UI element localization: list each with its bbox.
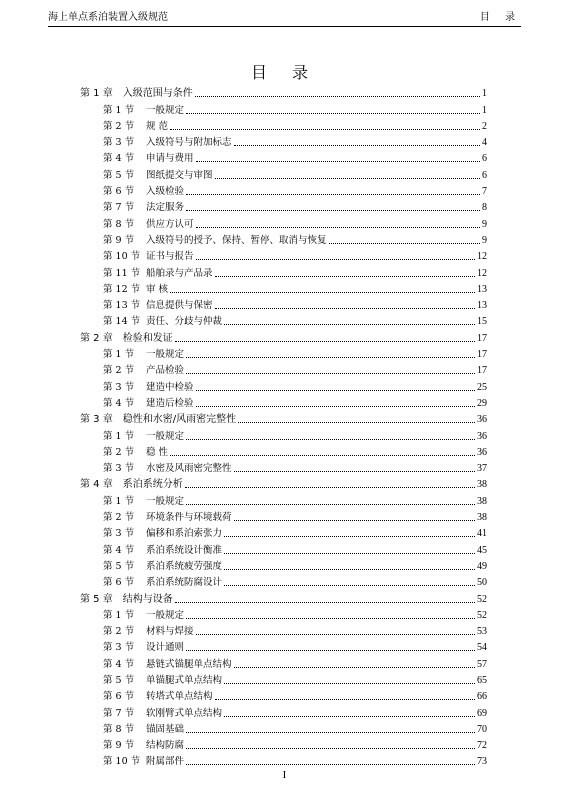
- toc-leader-dots: [224, 716, 475, 717]
- toc-entry-number: 第 4 章: [80, 479, 113, 491]
- toc-entry-title: 环境条件与环境载荷: [146, 512, 232, 524]
- toc-entry-title: 系泊系统疲劳强度: [146, 560, 223, 572]
- toc-entry-page: 38: [477, 495, 487, 507]
- toc-section-entry[interactable]: [80, 752, 487, 768]
- toc-leader-dots: [175, 602, 475, 603]
- toc-section-entry[interactable]: [80, 100, 487, 116]
- toc-entry-title: 检验和发证: [122, 332, 173, 344]
- toc-entry-number: 第 2 节: [103, 446, 135, 458]
- toc-section-entry[interactable]: [80, 459, 487, 475]
- toc-entry-page: 73: [477, 756, 487, 768]
- toc-leader-dots: [186, 194, 480, 195]
- toc-leader-dots: [224, 536, 475, 537]
- toc-entry-title: 信息提供与保密: [146, 300, 213, 312]
- toc-entry-number: 第 11 节: [103, 267, 141, 279]
- toc-entry-page: 49: [477, 560, 487, 572]
- toc-entry-title: 锚固基础: [146, 723, 185, 735]
- toc-entry-title: 建造中检验: [146, 381, 194, 393]
- toc-section-entry[interactable]: [80, 394, 487, 410]
- table-of-contents: [80, 84, 487, 768]
- toc-leader-dots: [186, 618, 475, 619]
- toc-section-entry[interactable]: [80, 214, 487, 230]
- header-document-title: 海上单点系泊装置入级规范: [48, 12, 168, 23]
- toc-leader-dots: [195, 96, 480, 97]
- toc-entry-number: 第 6 节: [103, 691, 135, 703]
- toc-leader-dots: [224, 585, 475, 586]
- toc-entry-page: 36: [477, 446, 487, 458]
- toc-entry-page: 15: [477, 316, 487, 328]
- toc-section-entry[interactable]: [80, 149, 487, 165]
- toc-entry-page: 52: [477, 593, 487, 605]
- toc-entry-page: 13: [477, 300, 487, 312]
- toc-entry-page: 1: [482, 88, 487, 100]
- toc-entry-number: 第 4 节: [103, 658, 135, 670]
- toc-leader-dots: [186, 732, 475, 733]
- toc-entry-page: 69: [477, 707, 487, 719]
- toc-entry-page: 66: [477, 691, 487, 703]
- toc-entry-title: 偏移和系泊索张力: [146, 528, 223, 540]
- toc-entry-title: 软刚臂式单点结构: [146, 707, 223, 719]
- toc-chapter-entry[interactable]: [80, 328, 487, 344]
- toc-entry-number: 第 5 节: [103, 560, 135, 572]
- toc-entry-number: 第 3 节: [103, 381, 135, 393]
- toc-entry-page: 7: [482, 186, 487, 198]
- toc-entry-title: 一般规定: [146, 495, 185, 507]
- toc-entry-title: 入级符号与附加标志: [146, 137, 232, 149]
- toc-leader-dots: [196, 406, 475, 407]
- toc-entry-title: 责任、分歧与仲裁: [146, 316, 223, 328]
- toc-entry-title: 系泊系统设计衡准: [146, 544, 223, 556]
- toc-leader-dots: [170, 129, 480, 130]
- toc-leader-dots: [234, 145, 480, 146]
- toc-entry-title: 一般规定: [146, 349, 185, 361]
- toc-leader-dots: [215, 178, 480, 179]
- toc-leader-dots: [170, 292, 475, 293]
- toc-entry-page: 38: [477, 479, 487, 491]
- toc-section-entry[interactable]: [80, 540, 487, 556]
- toc-section-entry[interactable]: [80, 247, 487, 263]
- toc-section-entry[interactable]: [80, 557, 487, 573]
- toc-entry-number: 第 10 节: [103, 251, 141, 263]
- toc-entry-title: 供应方认可: [146, 218, 194, 230]
- toc-leader-dots: [196, 227, 480, 228]
- toc-entry-title: 产品检验: [146, 365, 185, 377]
- toc-entry-page: 38: [477, 512, 487, 524]
- page-title: 目 录: [250, 63, 319, 82]
- toc-leader-dots: [186, 764, 475, 765]
- toc-section-entry[interactable]: [80, 198, 487, 214]
- toc-section-entry[interactable]: [80, 671, 487, 687]
- toc-entry-title: 转塔式单点结构: [146, 691, 213, 703]
- toc-entry-title: 悬链式锚腿单点结构: [146, 658, 232, 670]
- toc-section-entry[interactable]: [80, 687, 487, 703]
- toc-entry-number: 第 1 节: [103, 430, 135, 442]
- toc-leader-dots: [186, 439, 475, 440]
- toc-entry-title: 设计通则: [146, 642, 185, 654]
- toc-entry-page: 52: [477, 609, 487, 621]
- toc-section-entry[interactable]: [80, 443, 487, 459]
- toc-entry-number: 第 3 节: [103, 642, 135, 654]
- toc-leader-dots: [186, 650, 475, 651]
- toc-entry-title: 入级符号的授予、保持、暂停、取消与恢复: [146, 234, 327, 246]
- toc-entry-number: 第 3 节: [103, 463, 135, 475]
- toc-section-entry[interactable]: [80, 361, 487, 377]
- toc-entry-number: 第 4 节: [103, 397, 135, 409]
- toc-entry-title: 入级范围与条件: [122, 88, 193, 100]
- running-header: [48, 10, 521, 27]
- toc-section-entry[interactable]: [80, 280, 487, 296]
- toc-leader-dots: [234, 667, 475, 668]
- toc-entry-number: 第 5 节: [103, 169, 135, 181]
- toc-leader-dots: [186, 504, 475, 505]
- toc-leader-dots: [234, 471, 475, 472]
- toc-entry-page: 29: [477, 397, 487, 409]
- toc-leader-dots: [224, 683, 475, 684]
- toc-entry-title: 法定服务: [146, 202, 185, 214]
- toc-leader-dots: [215, 276, 475, 277]
- toc-entry-title: 一般规定: [146, 104, 185, 116]
- toc-entry-page: 57: [477, 658, 487, 670]
- toc-section-entry[interactable]: [80, 165, 487, 181]
- toc-section-entry[interactable]: [80, 491, 487, 507]
- toc-section-entry[interactable]: [80, 606, 487, 622]
- toc-section-entry[interactable]: [80, 654, 487, 670]
- toc-entry-number: 第 4 节: [103, 544, 135, 556]
- toc-leader-dots: [196, 161, 480, 162]
- toc-leader-dots: [186, 113, 480, 114]
- toc-entry-number: 第 3 章: [80, 414, 113, 426]
- toc-leader-dots: [186, 210, 480, 211]
- toc-leader-dots: [185, 487, 475, 488]
- toc-entry-page: 70: [477, 723, 487, 735]
- toc-entry-page: 50: [477, 577, 487, 589]
- toc-entry-number: 第 2 节: [103, 626, 135, 638]
- toc-entry-page: 41: [477, 528, 487, 540]
- toc-leader-dots: [234, 520, 475, 521]
- toc-entry-page: 37: [477, 463, 487, 475]
- toc-entry-page: 6: [482, 153, 487, 165]
- toc-entry-number: 第 10 节: [103, 756, 141, 768]
- toc-entry-title: 材料与焊接: [146, 626, 194, 638]
- toc-entry-title: 一般规定: [146, 430, 185, 442]
- toc-entry-page: 12: [477, 251, 487, 263]
- toc-entry-number: 第 7 节: [103, 707, 135, 719]
- toc-entry-title: 稳 性: [146, 446, 169, 458]
- toc-entry-number: 第 2 节: [103, 120, 135, 132]
- toc-leader-dots: [186, 373, 475, 374]
- toc-entry-number: 第 2 章: [80, 332, 113, 344]
- toc-leader-dots: [224, 553, 475, 554]
- toc-entry-page: 36: [477, 430, 487, 442]
- toc-entry-number: 第 8 节: [103, 723, 135, 735]
- toc-leader-dots: [215, 699, 475, 700]
- toc-entry-page: 36: [477, 414, 487, 426]
- toc-entry-number: 第 7 节: [103, 202, 135, 214]
- toc-entry-title: 船舶录与产品录: [146, 267, 213, 279]
- toc-entry-page: 65: [477, 674, 487, 686]
- toc-entry-page: 53: [477, 626, 487, 638]
- toc-entry-page: 17: [477, 349, 487, 361]
- header-section-name: 目 录: [479, 12, 521, 23]
- toc-entry-title: 单锚腿式单点结构: [146, 674, 223, 686]
- toc-entry-number: 第 8 节: [103, 218, 135, 230]
- toc-entry-number: 第 6 节: [103, 577, 135, 589]
- toc-section-entry[interactable]: [80, 622, 487, 638]
- toc-entry-number: 第 1 节: [103, 349, 135, 361]
- toc-entry-page: 54: [477, 642, 487, 654]
- toc-section-entry[interactable]: [80, 345, 487, 361]
- toc-section-entry[interactable]: [80, 263, 487, 279]
- toc-entry-number: 第 9 节: [103, 234, 135, 246]
- toc-entry-page: 4: [482, 137, 487, 149]
- toc-leader-dots: [196, 259, 475, 260]
- toc-leader-dots: [224, 324, 475, 325]
- toc-entry-number: 第 2 节: [103, 512, 135, 524]
- toc-entry-page: 17: [477, 332, 487, 344]
- toc-leader-dots: [329, 243, 480, 244]
- toc-entry-page: 17: [477, 365, 487, 377]
- toc-leader-dots: [196, 634, 475, 635]
- toc-section-entry[interactable]: [80, 720, 487, 736]
- toc-section-entry[interactable]: [80, 508, 487, 524]
- toc-chapter-entry[interactable]: [80, 589, 487, 605]
- toc-leader-dots: [196, 390, 475, 391]
- toc-entry-title: 附属部件: [146, 756, 185, 768]
- toc-entry-number: 第 4 节: [103, 153, 135, 165]
- toc-entry-title: 审 核: [146, 283, 169, 295]
- toc-section-entry[interactable]: [80, 377, 487, 393]
- toc-entry-number: 第 14 节: [103, 316, 141, 328]
- toc-entry-number: 第 6 节: [103, 186, 135, 198]
- toc-entry-page: 8: [482, 202, 487, 214]
- toc-entry-title: 建造后检验: [146, 397, 194, 409]
- toc-entry-page: 2: [482, 120, 487, 132]
- toc-section-entry[interactable]: [80, 296, 487, 312]
- toc-section-entry[interactable]: [80, 703, 487, 719]
- page-number: I: [282, 769, 287, 781]
- toc-entry-page: 13: [477, 283, 487, 295]
- toc-entry-number: 第 13 节: [103, 300, 141, 312]
- toc-chapter-entry[interactable]: [80, 475, 487, 491]
- toc-leader-dots: [215, 308, 475, 309]
- toc-section-entry[interactable]: [80, 312, 487, 328]
- toc-entry-number: 第 2 节: [103, 365, 135, 377]
- toc-section-entry[interactable]: [80, 182, 487, 198]
- toc-section-entry[interactable]: [80, 573, 487, 589]
- toc-entry-page: 72: [477, 740, 487, 752]
- toc-leader-dots: [186, 748, 475, 749]
- toc-entry-number: 第 5 章: [80, 593, 113, 605]
- toc-entry-number: 第 1 章: [80, 88, 113, 100]
- toc-leader-dots: [238, 422, 475, 423]
- toc-entry-page: 9: [482, 234, 487, 246]
- toc-entry-number: 第 3 节: [103, 137, 135, 149]
- toc-section-entry[interactable]: [80, 638, 487, 654]
- toc-section-entry[interactable]: [80, 426, 487, 442]
- toc-entry-title: 系泊系统分析: [122, 479, 183, 491]
- toc-entry-number: 第 3 节: [103, 528, 135, 540]
- toc-entry-page: 6: [482, 169, 487, 181]
- toc-entry-number: 第 9 节: [103, 740, 135, 752]
- toc-section-entry[interactable]: [80, 524, 487, 540]
- toc-entry-title: 稳性和水密/风雨密完整性: [122, 414, 237, 426]
- toc-chapter-entry[interactable]: [80, 410, 487, 426]
- toc-leader-dots: [224, 569, 475, 570]
- toc-entry-number: 第 12 节: [103, 283, 141, 295]
- toc-leader-dots: [170, 455, 475, 456]
- toc-entry-title: 水密及风雨密完整性: [146, 463, 232, 475]
- toc-chapter-entry[interactable]: [80, 84, 487, 100]
- toc-entry-title: 结构与设备: [122, 593, 173, 605]
- toc-entry-title: 图纸提交与审图: [146, 169, 213, 181]
- toc-entry-title: 规 范: [146, 120, 169, 132]
- toc-section-entry[interactable]: [80, 133, 487, 149]
- toc-entry-page: 9: [482, 218, 487, 230]
- toc-leader-dots: [175, 341, 475, 342]
- toc-entry-title: 证书与报告: [146, 251, 194, 263]
- toc-leader-dots: [186, 357, 475, 358]
- toc-entry-page: 25: [477, 381, 487, 393]
- toc-entry-title: 结构防腐: [146, 740, 185, 752]
- toc-entry-page: 1: [482, 104, 487, 116]
- toc-entry-number: 第 1 节: [103, 609, 135, 621]
- toc-entry-title: 入级检验: [146, 186, 185, 198]
- toc-entry-page: 45: [477, 544, 487, 556]
- toc-entry-page: 12: [477, 267, 487, 279]
- toc-entry-number: 第 1 节: [103, 495, 135, 507]
- toc-section-entry[interactable]: [80, 231, 487, 247]
- toc-entry-number: 第 5 节: [103, 674, 135, 686]
- toc-entry-title: 一般规定: [146, 609, 185, 621]
- toc-entry-number: 第 1 节: [103, 104, 135, 116]
- toc-entry-title: 申请与费用: [146, 153, 194, 165]
- toc-section-entry[interactable]: [80, 117, 487, 133]
- toc-entry-title: 系泊系统防腐设计: [146, 577, 223, 589]
- toc-section-entry[interactable]: [80, 736, 487, 752]
